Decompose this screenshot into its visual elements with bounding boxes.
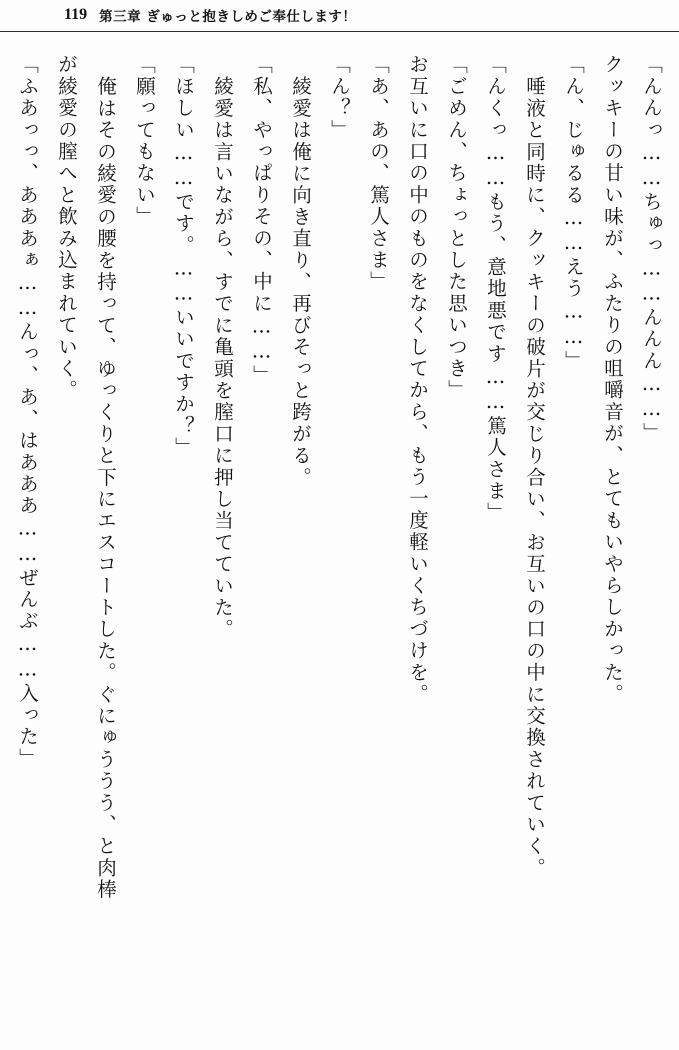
text-line: 「んくっ……もう、意地悪です……篤人さま」: [484, 54, 507, 524]
text-line: 「ん？」: [328, 54, 351, 141]
text-line: 「んんっ……ちゅっ……んんん……」: [640, 54, 663, 444]
text-line: 綾愛は言いながら、すでに亀頭を膣口に押し当てていた。: [211, 76, 234, 641]
text-line: 唾液と同時に、クッキーの破片が交じり合い、お互いの口の中に交換されていく。: [523, 76, 546, 879]
text-line: 「私、やっぱりその、中に……」: [250, 54, 273, 387]
chapter-title: 第三章 ぎゅっと抱きしめご奉仕します！: [99, 9, 357, 25]
header-divider: [0, 31, 679, 32]
text-line: 「あ、あの、篤人さま」: [367, 54, 390, 293]
text-line: 「ふあっっ、あああぁ……んっ、あ、はあああ……ぜんぶ……入った」: [16, 54, 39, 770]
text-line: 俺はその綾愛の腰を持って、ゆっくりと下にエスコートした。ぐにゅううう、と肉棒: [94, 76, 117, 901]
text-line: が綾愛の膣へと飲み込まれていく。: [55, 54, 78, 402]
text-line: お互いに口の中のものをなくしてから、もう一度軽いくちづけを。: [406, 54, 429, 705]
text-line: 「願ってもない」: [133, 54, 156, 228]
page-header: [0, 0, 679, 30]
text-line: 綾愛は俺に向き直り、再びそっと跨がる。: [289, 76, 312, 489]
text-line: クッキーの甘い味が、ふたりの咀嚼音が、とてもいやらしかった。: [601, 54, 624, 705]
page-number: 119: [64, 6, 88, 23]
text-line: 「ほしい……です。……いいですか？」: [172, 54, 195, 459]
vertical-text-body: [0, 40, 679, 1050]
text-line: 「ごめん、ちょっとした思いつき」: [445, 54, 468, 402]
text-line: 「ん、じゅるる……えう……」: [562, 54, 585, 372]
